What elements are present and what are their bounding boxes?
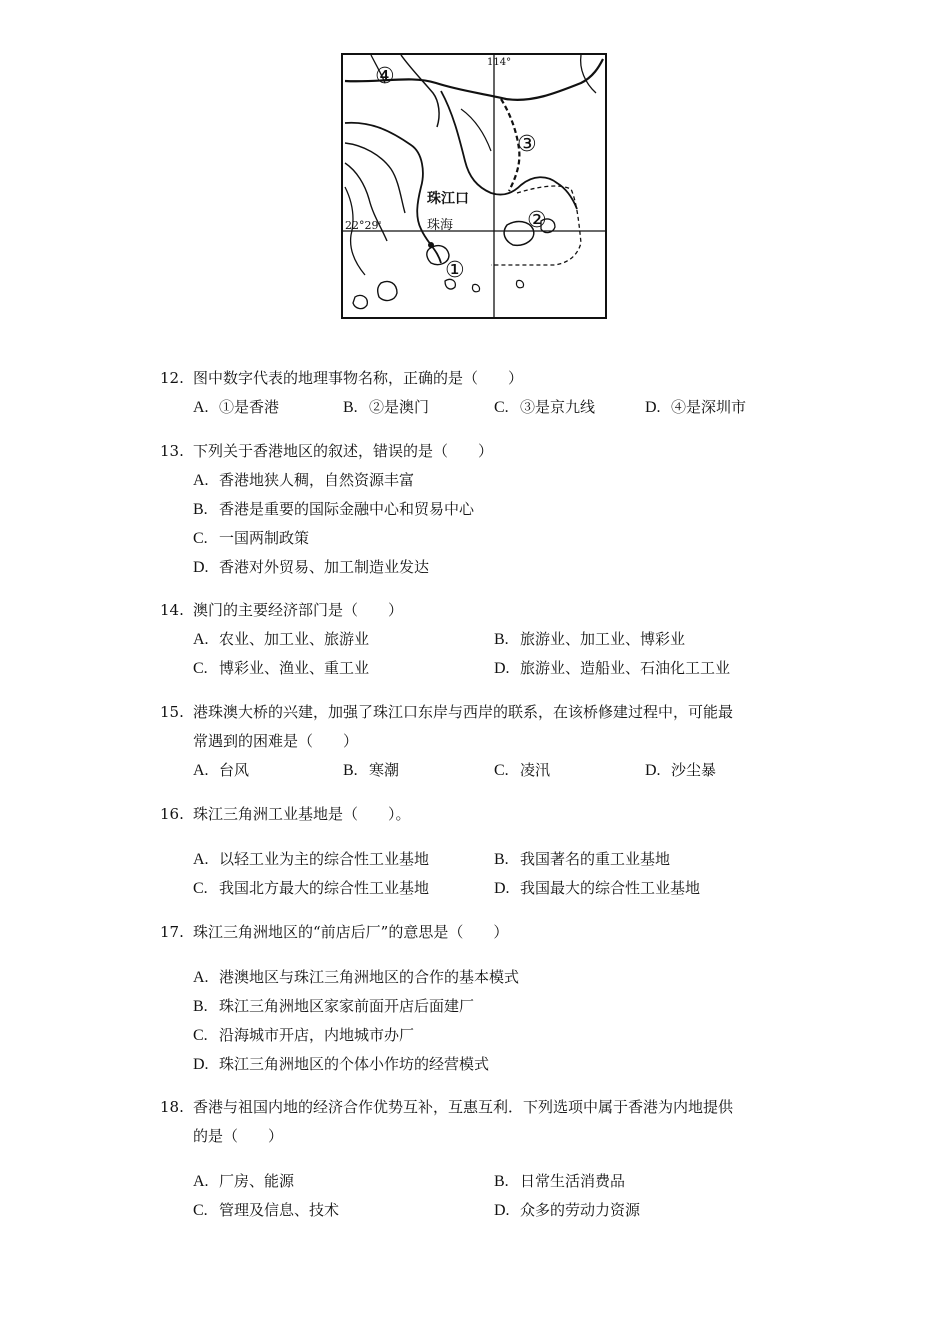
option-b: B. 寒潮 — [343, 761, 400, 779]
question-number: 12. — [160, 369, 184, 387]
option-c: C. 凌汛 — [494, 761, 551, 779]
question-13 — [160, 437, 810, 582]
question-stem-continued: 的是（ ） — [193, 1127, 284, 1145]
option-c: C. 沿海城市开店，内地城市办厂 — [193, 1026, 415, 1044]
question-stem-continued: 常遇到的困难是（ ） — [193, 732, 359, 750]
option-a: A. 农业、加工业、旅游业 — [193, 630, 370, 648]
option-b: B. 旅游业、加工业、博彩业 — [494, 630, 686, 648]
option-a: A. 厂房、能源 — [193, 1172, 295, 1190]
option-d: D. 沙尘暴 — [645, 761, 717, 779]
option-c: C. 我国北方最大的综合性工业基地 — [193, 879, 430, 897]
question-stem: 香港与祖国内地的经济合作优势互补，互惠互利．下列选项中属于香港为内地提供 — [193, 1098, 734, 1116]
question-number: 16. — [160, 805, 184, 823]
option-d: D. 众多的劳动力资源 — [494, 1201, 641, 1219]
option-d: D. 珠江三角洲地区的个体小作坊的经营模式 — [193, 1055, 490, 1073]
question-18 — [160, 1093, 810, 1225]
option-c: C. 管理及信息、技术 — [193, 1201, 340, 1219]
macau-dot — [428, 242, 434, 248]
marker-1: ① — [445, 258, 465, 283]
option-a: A. ①是香港 — [193, 398, 280, 416]
option-b: B. ②是澳门 — [343, 398, 430, 416]
options-row — [160, 393, 810, 422]
question-stem: 珠江三角洲地区的“前店后厂”的意思是（ ） — [193, 923, 509, 941]
parallel-label: 22°29' — [345, 219, 382, 232]
option-b: B. 我国著名的重工业基地 — [494, 850, 671, 868]
option-c: C. 博彩业、渔业、重工业 — [193, 659, 370, 677]
question-stem: 珠江三角洲工业基地是（ ）。 — [193, 805, 411, 823]
question-stem: 港珠澳大桥的兴建，加强了珠江口东岸与西岸的联系，在该桥修建过程中，可能最 — [193, 703, 734, 721]
marker-2: ② — [527, 208, 547, 233]
map-frame — [342, 54, 606, 318]
question-16 — [160, 800, 810, 903]
question-number: 13. — [160, 442, 184, 460]
marker-4: ④ — [375, 64, 395, 89]
question-stem: 澳门的主要经济部门是（ ） — [193, 601, 404, 619]
map-graphic — [341, 53, 607, 319]
question-number: 14. — [160, 601, 184, 619]
question-15 — [160, 698, 810, 785]
option-d: D. 香港对外贸易、加工制造业发达 — [193, 558, 430, 576]
option-b: B. 香港是重要的国际金融中心和贸易中心 — [193, 500, 475, 518]
option-d: D. 我国最大的综合性工业基地 — [494, 879, 701, 897]
option-d: D. 旅游业、造船业、石油化工工业 — [494, 659, 731, 677]
question-number: 18. — [160, 1098, 184, 1116]
option-b: B. 珠江三角洲地区家家前面开店后面建厂 — [193, 997, 475, 1015]
option-a: A. 台风 — [193, 761, 250, 779]
question-stem: 图中数字代表的地理事物名称，正确的是（ ） — [193, 369, 524, 387]
option-c: C. 一国两制政策 — [193, 529, 310, 547]
option-a: A. 香港地狭人稠，自然资源丰富 — [193, 471, 415, 489]
question-number: 15. — [160, 703, 184, 721]
option-d: D. ④是深圳市 — [645, 398, 747, 416]
question-14 — [160, 596, 810, 683]
question-number: 17. — [160, 923, 184, 941]
marker-3: ③ — [517, 132, 537, 157]
option-a: A. 港澳地区与珠江三角洲地区的合作的基本模式 — [193, 968, 520, 986]
option-c: C. ③是京九线 — [494, 398, 596, 416]
question-12 — [160, 364, 810, 422]
meridian-label: 114° — [487, 57, 512, 68]
option-a: A. 以轻工业为主的综合性工业基地 — [193, 850, 430, 868]
question-17 — [160, 918, 810, 1079]
option-b: B. 日常生活消费品 — [494, 1172, 626, 1190]
question-stem: 下列关于香港地区的叙述，错误的是（ ） — [193, 442, 494, 460]
estuary-label: 珠江口 — [427, 191, 469, 207]
zhuhai-label: 珠海 — [427, 218, 454, 233]
pearl-river-delta-map — [341, 53, 607, 319]
